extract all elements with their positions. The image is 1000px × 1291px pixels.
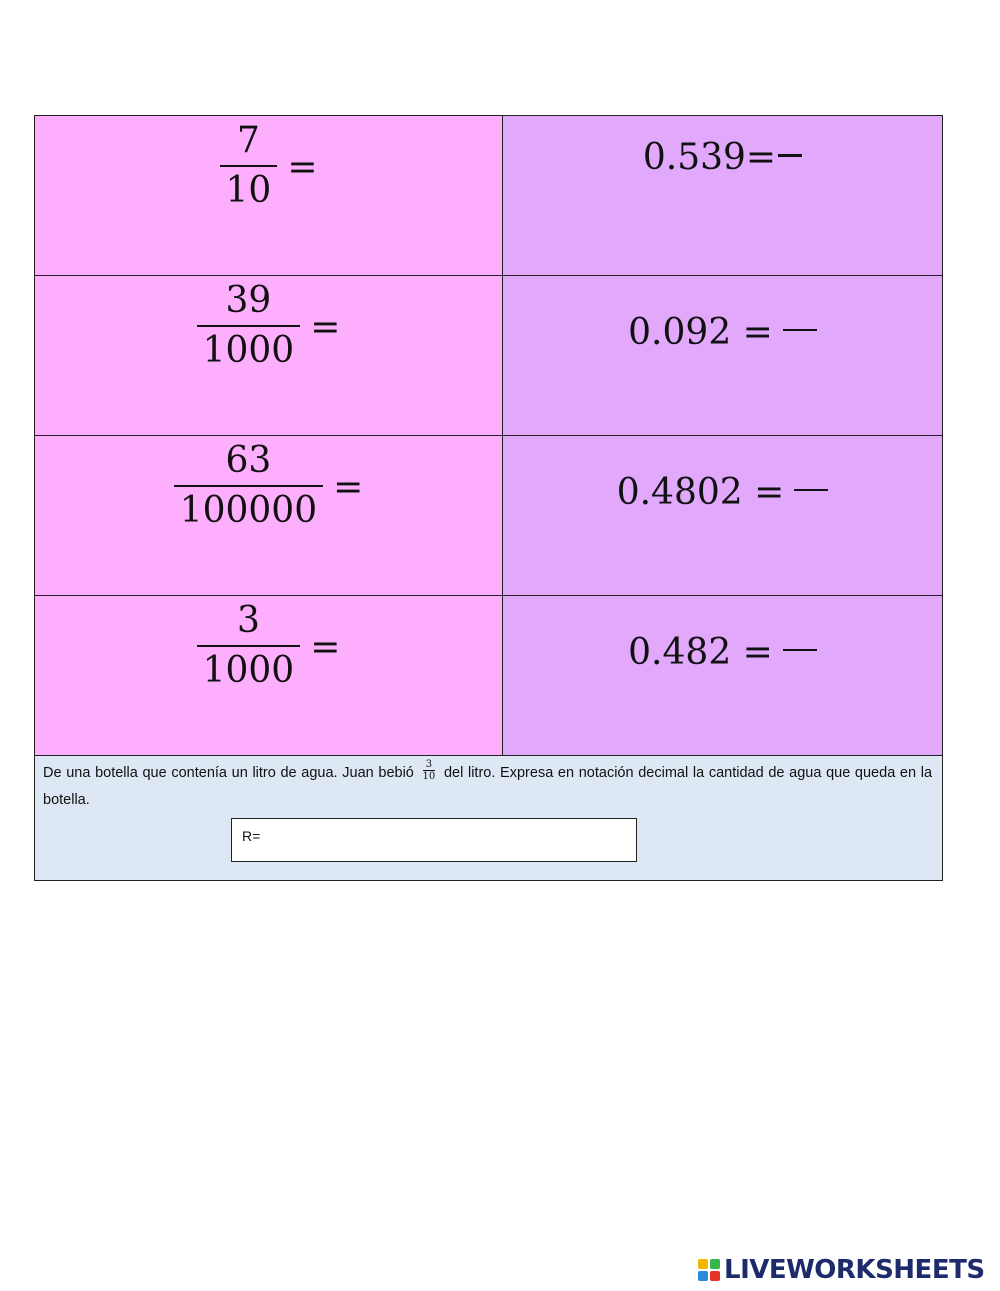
worksheet-table [34, 115, 943, 881]
denominator: 1000 [197, 645, 301, 689]
problem-text-after: del litro. Expresa en notación decimal la cantidad de agua que queda en la botella. [43, 765, 933, 808]
answer-blank[interactable] [783, 329, 817, 331]
decimal-cell [503, 436, 942, 595]
fraction [197, 600, 301, 691]
answer-blank[interactable] [783, 649, 817, 651]
answer-blank[interactable] [778, 154, 802, 157]
numerator: 39 [225, 280, 272, 321]
numerator: 7 [236, 120, 260, 161]
word-problem [35, 756, 942, 880]
fraction-cell [35, 596, 503, 755]
decimal-value: 0.482 = [628, 631, 773, 673]
answer-input[interactable] [231, 818, 637, 862]
equals-sign: = [333, 466, 364, 508]
fraction [174, 440, 323, 531]
problem-text [43, 760, 932, 814]
fraction [197, 280, 301, 371]
decimal-value: 0.4802 = [616, 471, 785, 513]
numerator: 63 [225, 440, 272, 481]
decimal-cell [503, 276, 942, 435]
numerator: 3 [236, 600, 260, 641]
table-row [35, 116, 942, 276]
decimal-value: 0.092 = [628, 311, 773, 353]
denominator: 10 [220, 165, 278, 209]
decimal-value: 0.539= [642, 136, 777, 178]
table-row [35, 276, 942, 436]
fraction-cell [35, 436, 503, 595]
liveworksheets-logo [698, 1255, 985, 1285]
denominator: 100000 [174, 485, 323, 529]
equals-sign: = [310, 306, 341, 348]
fraction-cell [35, 116, 503, 275]
table-row [35, 436, 942, 596]
logo-icon [698, 1259, 720, 1281]
equals-sign: = [310, 626, 341, 668]
decimal-cell [503, 116, 942, 275]
denominator: 1000 [197, 325, 301, 369]
equals-sign: = [287, 146, 318, 188]
fraction [220, 120, 278, 211]
decimal-cell [503, 596, 942, 755]
answer-label: R= [242, 828, 261, 844]
fraction-cell [35, 276, 503, 435]
answer-blank[interactable] [794, 489, 828, 491]
problem-fraction-numerator: 3 [425, 759, 433, 771]
problem-text-before: De una botella que contenía un litro de agua. Juan bebió [43, 765, 414, 781]
logo-text: LIVEWORKSHEETS [724, 1255, 985, 1285]
problem-fraction [423, 760, 436, 782]
problem-fraction-denominator: 10 [422, 771, 436, 783]
table-row [35, 596, 942, 756]
